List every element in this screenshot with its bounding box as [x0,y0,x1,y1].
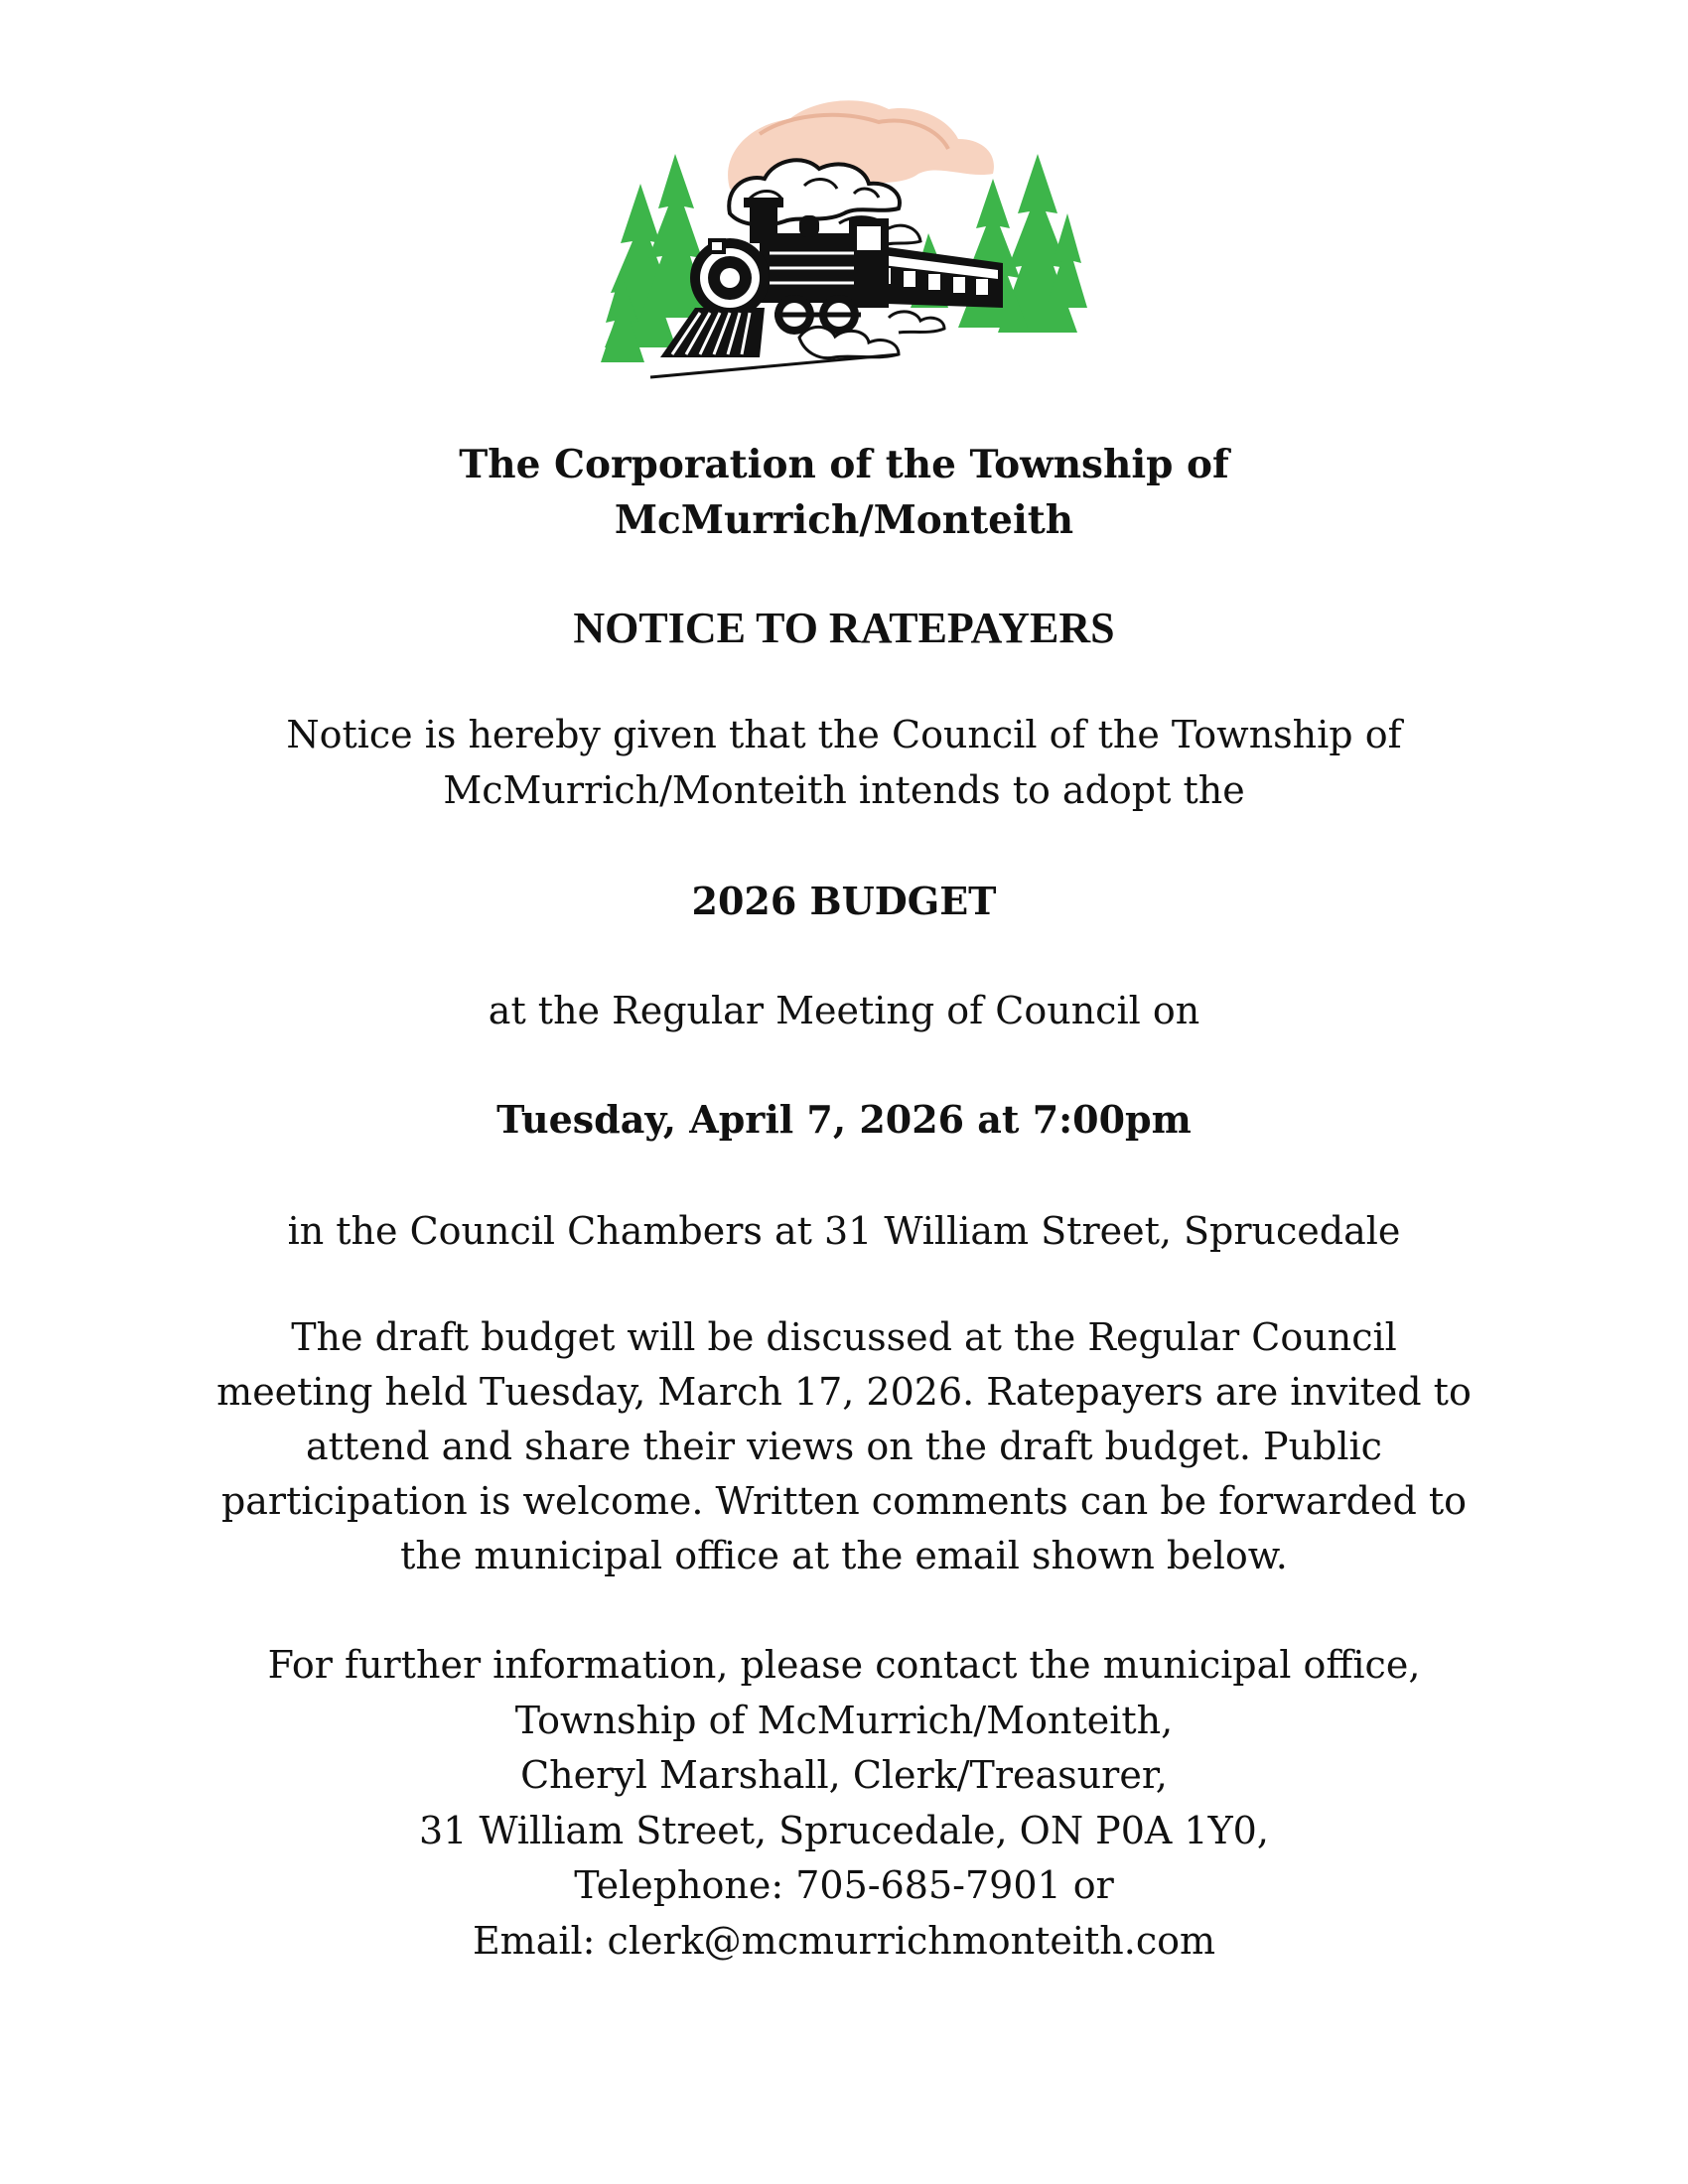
meeting-text: at the Regular Meeting of Council on [488,989,1200,1032]
contact-line-2: Township of McMurrich/Monteith, [514,1698,1174,1742]
intro-paragraph [0,707,1688,818]
body-line-3: attend and share their views on the draft budget. Public [306,1425,1382,1468]
meeting-date: Tuesday, April 7, 2026 at 7:00pm [496,1097,1192,1142]
notice-title: NOTICE TO RATEPAYERS [573,604,1115,652]
corporation-heading [0,437,1688,548]
contact-email: Email: clerk@mcmurrichmonteith.com [472,1918,1216,1963]
township-train-logo [601,94,1087,382]
contact-telephone: Telephone: 705-685-7901 or [574,1863,1114,1907]
contact-line-4: 31 William Street, Sprucedale, ON P0A 1Y0, [419,1808,1269,1852]
meeting-location: in the Council Chambers at 31 William Street, Sprucedale [287,1209,1401,1253]
intro-line-1: Notice is hereby given that the Council of the Township of [286,713,1402,756]
corporation-heading-line-1: The Corporation of the Township of [459,442,1229,487]
contact-line-3: Cheryl Marshall, Clerk/Treasurer, [520,1753,1168,1797]
body-line-1: The draft budget will be discussed at the Regular Council [291,1315,1397,1359]
body-line-4: participation is welcome. Written comments can be forwarded to [220,1479,1468,1523]
contact-block [0,1638,1688,1969]
intro-line-2: McMurrich/Monteith intends to adopt the [443,768,1245,812]
rail-track [650,354,899,377]
corporation-heading-line-2: McMurrich/Monteith [614,497,1074,543]
draft-budget-paragraph [0,1310,1688,1583]
body-line-5: the municipal office at the email shown below. [400,1534,1288,1577]
body-line-2: meeting held Tuesday, March 17, 2026. Ratepayers are invited to [216,1370,1472,1414]
contact-line-1: For further information, please contact the municipal office, [267,1643,1421,1687]
budget-title: 2026 BUDGET [691,879,997,923]
